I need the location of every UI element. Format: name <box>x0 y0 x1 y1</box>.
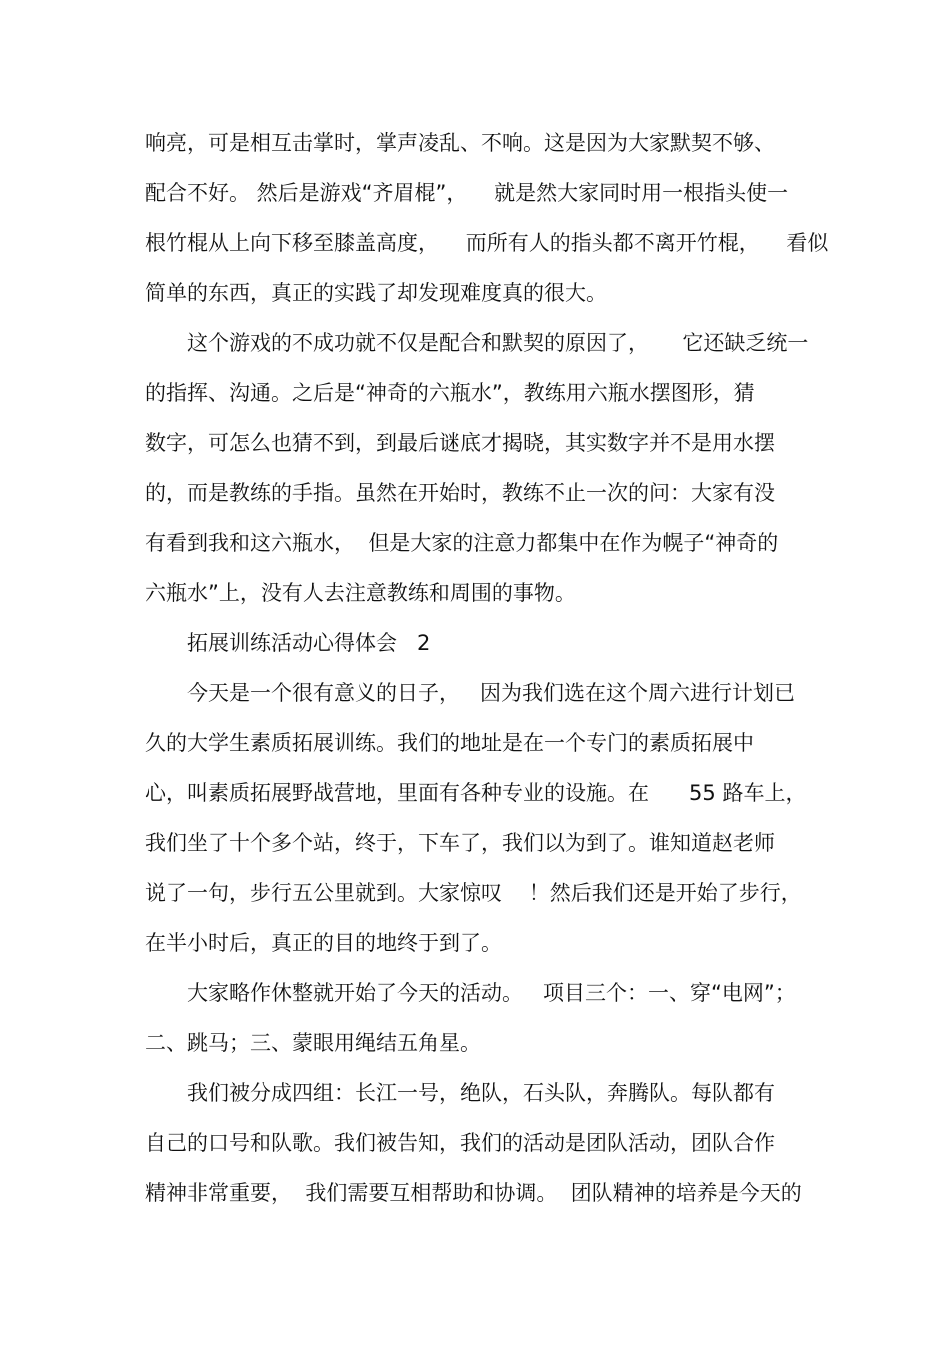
text-line: 数字，可怎么也猜不到，到最后谜底才揭晓，其实数字并不是用水摆 <box>145 431 775 455</box>
text-line: 的指挥、沟通。之后是“神奇的六瓶水”，教练用六瓶水摆图形，猜 <box>145 381 755 405</box>
text-line: 有看到我和这六瓶水， 但是大家的注意力都集中在作为幌子“神奇的 <box>145 531 779 555</box>
text-line: 我们坐了十个多个站，终于，下车了，我们以为到了。谁知道赵老师 <box>145 831 775 855</box>
paragraph-first-line: 我们被分成四组：长江一号，绝队，石头队，奔腾队。每队都有 <box>187 1081 775 1105</box>
text-line: 久的大学生素质拓展训练。我们的地址是在一个专门的素质拓展中 <box>145 731 754 755</box>
section-heading: 拓展训练活动心得体会 2 <box>187 631 431 655</box>
text-line: 简单的东西，真正的实践了却发现难度真的很大。 <box>145 281 607 305</box>
text-line: 六瓶水”上，没有人去注意教练和周围的事物。 <box>145 581 576 605</box>
text-line: 在半小时后，真正的目的地终于到了。 <box>145 931 502 955</box>
text-line: 二、跳马；三、蒙眼用绳结五角星。 <box>145 1031 481 1055</box>
text-line: 响亮，可是相互击掌时，掌声凌乱、不响。这是因为大家默契不够、 <box>145 131 775 155</box>
text-line: 精神非常重要， 我们需要互相帮助和协调。 团队精神的培养是今天的 <box>145 1181 802 1205</box>
text-line: 的，而是教练的手指。虽然在开始时，教练不止一次的问：大家有没 <box>145 481 775 505</box>
paragraph-first-line: 这个游戏的不成功就不仅是配合和默契的原因了， 它还缺乏统一 <box>187 331 809 355</box>
text-line: 自己的口号和队歌。我们被告知，我们的活动是团队活动，团队合作 <box>145 1131 775 1155</box>
text-line: 心，叫素质拓展野战营地，里面有各种专业的设施。在 55 路车上， <box>145 781 807 805</box>
text-line: 根竹棍从上向下移至膝盖高度， 而所有人的指头都不离开竹棍， 看似 <box>145 231 829 255</box>
text-line: 说了一句，步行五公里就到。大家惊叹 ！然后我们还是开始了步行， <box>145 881 802 905</box>
paragraph-first-line: 大家略作休整就开始了今天的活动。 项目三个：一、穿“电网”； <box>187 981 796 1005</box>
text-line: 配合不好。 然后是游戏“齐眉棍”， 就是然大家同时用一根指头使一 <box>145 181 789 205</box>
paragraph-first-line: 今天是一个很有意义的日子， 因为我们选在这个周六进行计划已 <box>187 681 796 705</box>
